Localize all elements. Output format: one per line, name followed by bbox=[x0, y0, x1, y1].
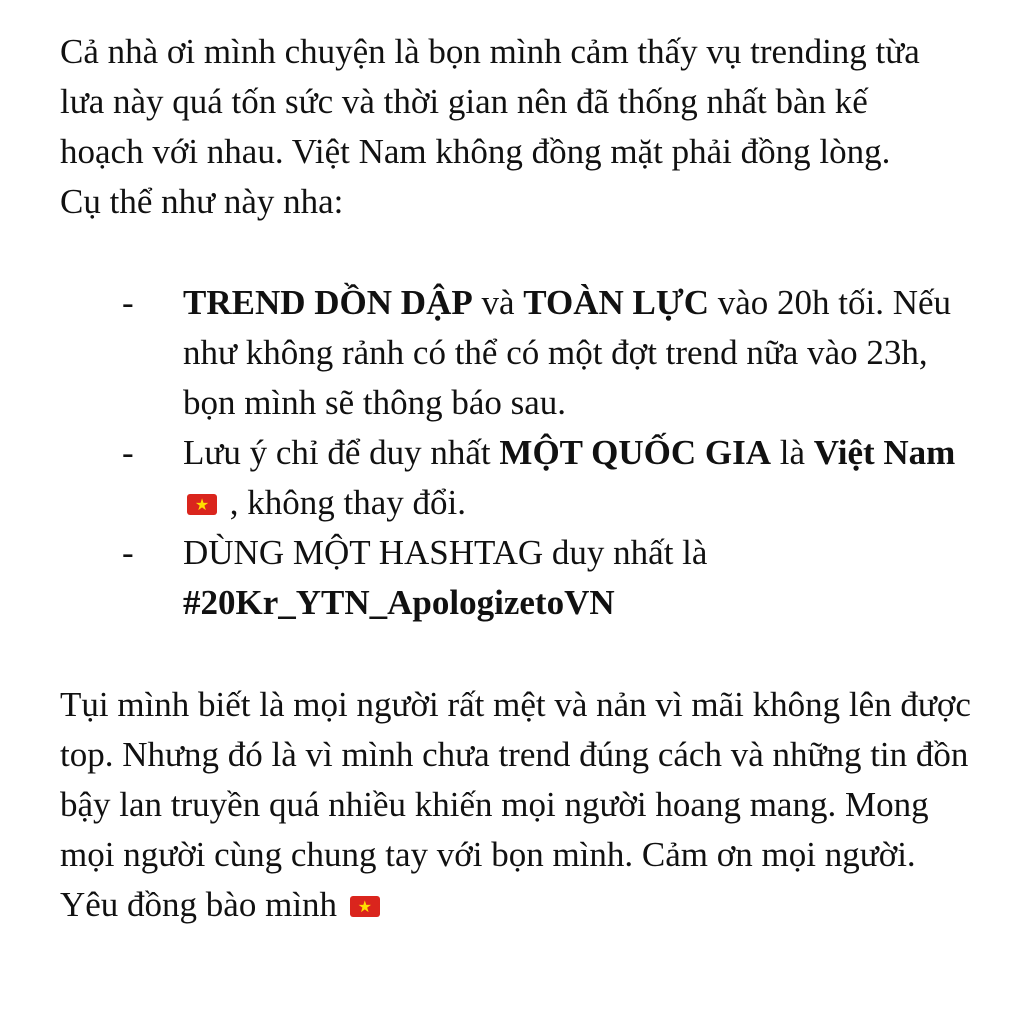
bold-text: MỘT QUỐC GIA bbox=[499, 433, 771, 472]
hashtag: #20Kr_YTN_ApologizetoVN bbox=[183, 583, 615, 622]
inline-text: Lưu ý chỉ để duy nhất bbox=[183, 433, 500, 472]
inline-text: Tụi mình biết là mọi người rất mệt và nản vì mãi không lên được top. Nhưng đó là vì mình chưa trend đúng cách và những tin đồn bậy lan truyền quá nhiều khiến mọi người hoang mang. Mong mọi người cùng chung tay với bọn mình. Cảm ơn mọi người. Yêu đồng bào mình bbox=[60, 685, 971, 924]
inline-text: DÙNG MỘT HASHTAG duy nhất là bbox=[183, 533, 708, 572]
vietnam-flag-icon bbox=[187, 494, 217, 515]
list-item bbox=[60, 428, 963, 528]
inline-text: là bbox=[771, 433, 814, 472]
list-item bbox=[60, 528, 963, 628]
announcement bbox=[60, 27, 990, 930]
list-item bbox=[60, 278, 963, 428]
bullet-dash: - bbox=[122, 283, 134, 322]
inline-text: vào 20h tối. Nếu như không rảnh có thể có một đợt trend nữa vào 23h, bọn mình sẽ thông báo sau. bbox=[183, 283, 952, 422]
inline-text: và bbox=[472, 283, 524, 322]
plan-list bbox=[60, 278, 990, 628]
bold-text: Việt Nam bbox=[813, 433, 956, 472]
vietnam-flag-icon bbox=[350, 896, 380, 917]
bullet-dash: - bbox=[122, 533, 134, 572]
bullet-dash: - bbox=[122, 433, 134, 472]
closing-paragraph bbox=[60, 680, 980, 930]
intro-paragraph: Cả nhà ơi mình chuyện là bọn mình cảm thấy vụ trending từa lưa này quá tốn sức và thời gian nên đã thống nhất bàn kế hoạch với nhau. Việt Nam không đồng mặt phải đồng lòng. Cụ thể như này nha: bbox=[60, 32, 920, 221]
inline-text: , không thay đổi. bbox=[221, 483, 466, 522]
bold-text: TOÀN LỰC bbox=[523, 283, 709, 322]
bold-text: TREND DỒN DẬP bbox=[183, 283, 473, 322]
